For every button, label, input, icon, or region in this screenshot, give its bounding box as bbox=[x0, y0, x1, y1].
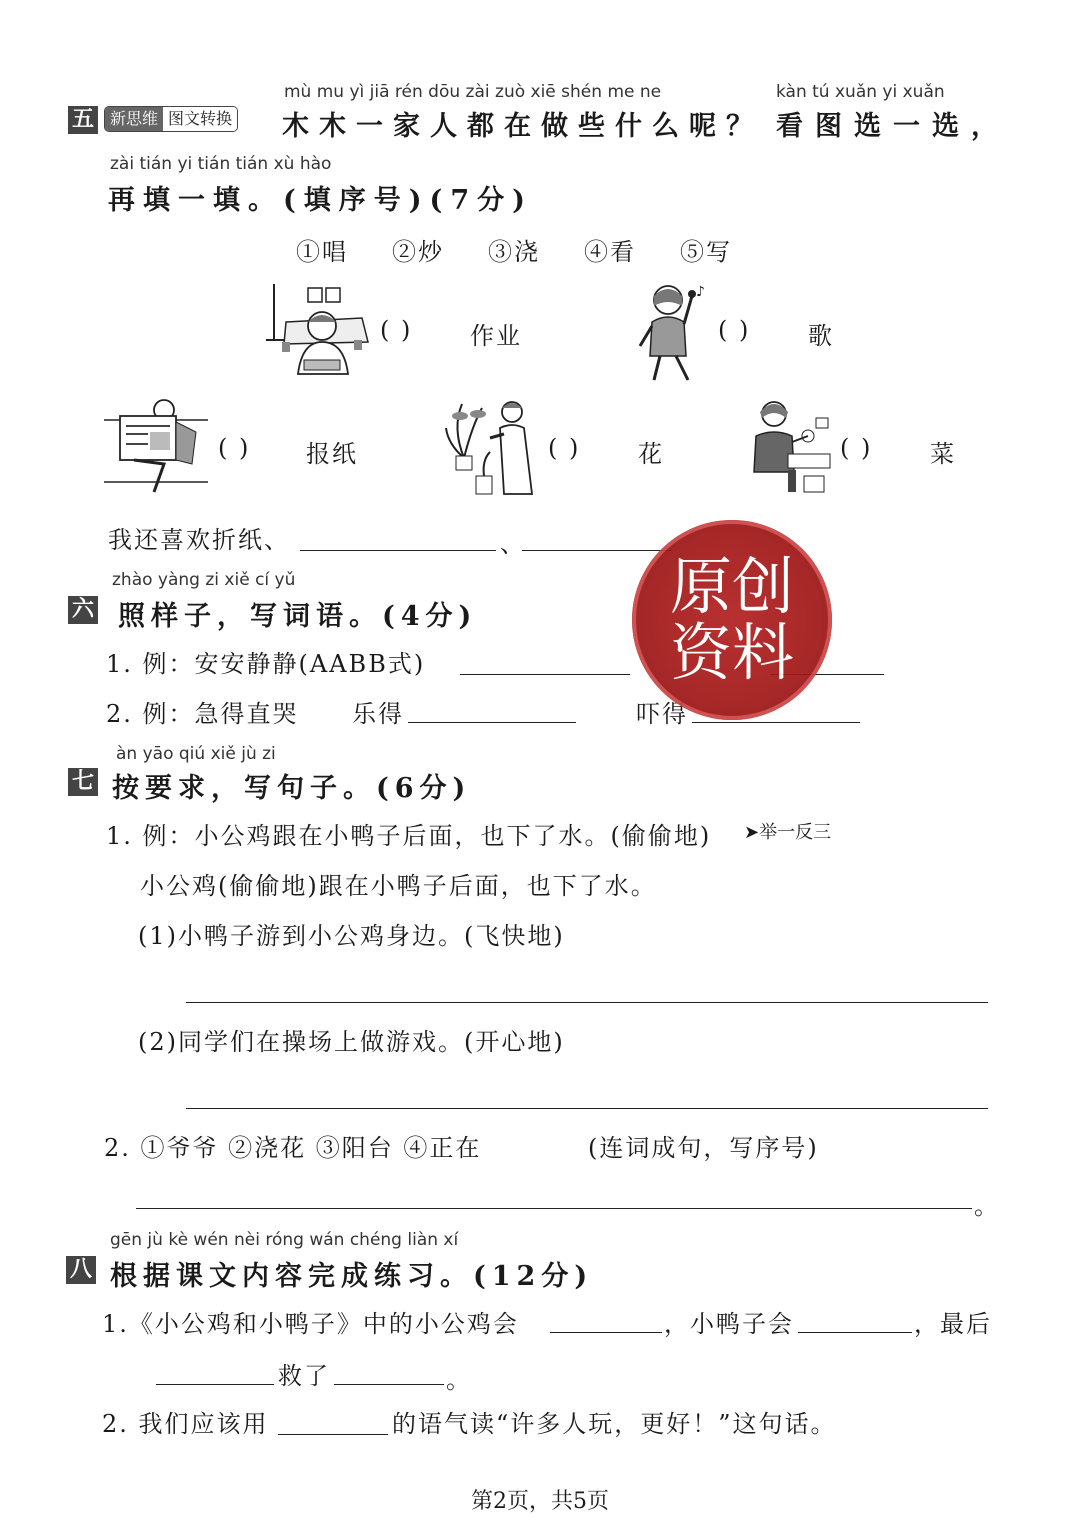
item-paren-4[interactable]: ( ) bbox=[548, 434, 581, 462]
s8-q1-d: 救了 bbox=[278, 1362, 330, 1390]
s7-title: 按要求，写句子。(6分) bbox=[112, 773, 472, 804]
s5-options bbox=[296, 232, 732, 267]
s5-like-text: 我还喜欢折纸、 bbox=[108, 526, 290, 554]
s6-q1: 1. 例：安安静静(AABB式) bbox=[106, 650, 426, 678]
s6-title: 照样子，写词语。(4分) bbox=[118, 601, 478, 632]
option-2: ②炒 bbox=[392, 238, 444, 266]
answer-line-7-2[interactable] bbox=[186, 1108, 988, 1109]
stamp-line-1: 原创 bbox=[669, 550, 794, 623]
page-footer: 第2页，共5页 bbox=[471, 1489, 609, 1514]
s8-q1-c: ，最后 bbox=[914, 1310, 992, 1338]
answer-line-8-1b[interactable] bbox=[798, 1332, 912, 1333]
s8-q1-a: 1.《小公鸡和小鸭子》中的小公鸡会 bbox=[102, 1310, 519, 1338]
s8-q2-b: 的语气读“许多人玩，更好！”这句话。 bbox=[392, 1410, 837, 1438]
section-number-6: 六 bbox=[68, 596, 98, 624]
s7-q2: 2. ①爷爷 ②浇花 ③阳台 ④正在 bbox=[104, 1134, 482, 1162]
answer-line-like-2[interactable] bbox=[522, 550, 672, 551]
mom-cooking-icon bbox=[748, 396, 834, 496]
option-4: ④看 bbox=[584, 238, 636, 266]
answer-line-8-1c[interactable] bbox=[156, 1384, 274, 1385]
s5-pinyin-3: zài tián yi tián tián xù hào bbox=[110, 154, 332, 174]
s5-question-line-1b: 看图选一选， bbox=[776, 111, 1010, 142]
s5-pinyin-2: kàn tú xuǎn yi xuǎn bbox=[776, 82, 945, 102]
s6-q2-a: 乐得 bbox=[352, 700, 404, 728]
option-1: ①唱 bbox=[296, 238, 348, 266]
s7-q1: 1. 例：小公鸡跟在小鸭子后面，也下了水。(偷偷地) bbox=[106, 822, 712, 850]
s5-question-line-2: 再填一填。(填序号)(7分) bbox=[108, 185, 533, 216]
s8-q1-b: ，小鸭子会 bbox=[664, 1310, 794, 1338]
s7-hint: ➤举一反三 bbox=[744, 822, 832, 843]
s5-pinyin-1: mù mu yì jiā rén dōu zài zuò xiē shén me ne bbox=[284, 82, 662, 102]
answer-line-6-2b[interactable] bbox=[692, 722, 860, 723]
item-word-1: 作业 bbox=[470, 322, 522, 350]
s5-like-sep: 、 bbox=[500, 530, 526, 558]
s7-q1-2: (2)同学们在操场上做游戏。(开心地) bbox=[138, 1028, 565, 1056]
stamp-line-2: 资料 bbox=[669, 616, 794, 689]
s5-question-line-1: 木木一家人都在做些什么呢？ bbox=[282, 111, 763, 142]
girl-singing-icon bbox=[630, 282, 712, 382]
answer-line-like-1[interactable] bbox=[300, 550, 496, 551]
section-number-8: 八 bbox=[66, 1256, 96, 1284]
man-newspaper-icon bbox=[104, 398, 212, 496]
s7-q2-end: 。 bbox=[974, 1192, 1000, 1220]
s6-pinyin: zhào yàng zi xiě cí yǔ bbox=[112, 570, 296, 590]
answer-line-7-1[interactable] bbox=[186, 1002, 988, 1003]
s8-title: 根据课文内容完成练习。(12分) bbox=[110, 1261, 594, 1292]
s8-pinyin: gēn jù kè wén nèi róng wán chéng liàn xí bbox=[110, 1230, 459, 1250]
tag-label-a: 新思维 bbox=[105, 107, 163, 131]
boy-desk-icon bbox=[262, 282, 374, 376]
item-paren-5[interactable]: ( ) bbox=[840, 434, 873, 462]
option-5: ⑤写 bbox=[680, 238, 732, 266]
answer-line-6-2a[interactable] bbox=[408, 722, 576, 723]
s8-q2-a: 2. 我们应该用 bbox=[102, 1410, 269, 1438]
answer-line-8-2[interactable] bbox=[278, 1434, 388, 1435]
answer-line-6-1a[interactable] bbox=[460, 674, 630, 675]
s7-q2-note: (连词成句，写序号) bbox=[588, 1134, 819, 1162]
tag-label-b: 图文转换 bbox=[163, 107, 237, 131]
s7-q1-1: (1)小鸭子游到小公鸡身边。(飞快地) bbox=[138, 922, 565, 950]
item-paren-1[interactable]: ( ) bbox=[380, 316, 413, 344]
stamp-original bbox=[632, 520, 832, 720]
section-number-7: 七 bbox=[68, 768, 98, 796]
s7-pinyin: àn yāo qiú xiě jù zi bbox=[116, 744, 276, 764]
section-tag bbox=[104, 106, 238, 132]
s6-q2: 2. 例：急得直哭 bbox=[106, 700, 299, 728]
answer-line-7-3[interactable] bbox=[136, 1208, 972, 1209]
item-paren-3[interactable]: ( ) bbox=[218, 434, 251, 462]
s7-q1-example: 小公鸡(偷偷地)跟在小鸭子后面，也下了水。 bbox=[140, 872, 657, 900]
s6-q2-b: 吓得 bbox=[636, 700, 688, 728]
grandma-watering-icon bbox=[442, 398, 542, 498]
option-3: ③浇 bbox=[488, 238, 540, 266]
answer-line-8-1a[interactable] bbox=[550, 1332, 662, 1333]
item-word-3: 报纸 bbox=[306, 440, 358, 468]
s8-q1-e: 。 bbox=[446, 1366, 472, 1394]
item-word-5: 菜 bbox=[930, 440, 956, 468]
answer-line-8-1d[interactable] bbox=[334, 1384, 444, 1385]
svg-text:♪: ♪ bbox=[696, 284, 705, 300]
item-word-2: 歌 bbox=[808, 322, 834, 350]
item-paren-2[interactable]: ( ) bbox=[718, 316, 751, 344]
section-number-5: 五 bbox=[68, 106, 98, 134]
item-word-4: 花 bbox=[638, 440, 664, 468]
